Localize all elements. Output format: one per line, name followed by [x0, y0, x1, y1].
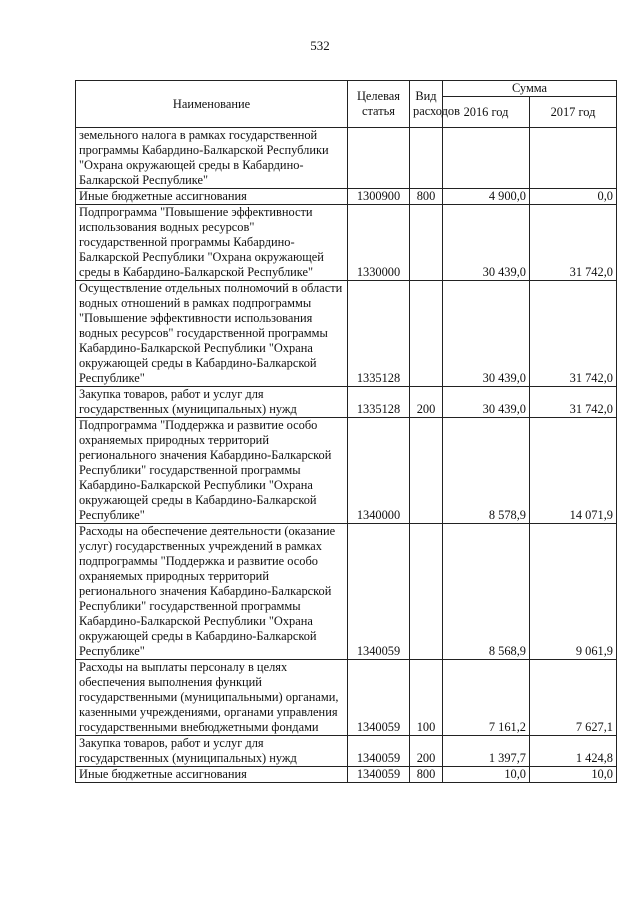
header-name: Наименование	[76, 81, 348, 128]
row-kind: 800	[410, 189, 443, 205]
row-sum-2017: 1 424,8	[530, 736, 617, 767]
row-kind	[410, 281, 443, 387]
row-name: Осуществление отдельных полномочий в области водных отношений в рамках подпрограммы "Повышение эффективности использования водных ресурсов" государственной программы Кабардино-Балкарской Республики "Охрана окружающей среды в Кабардино-Балкарской Республике"	[76, 281, 348, 387]
row-sum-2017: 0,0	[530, 189, 617, 205]
row-name: Иные бюджетные ассигнования	[76, 767, 348, 783]
row-sum-2016: 4 900,0	[443, 189, 530, 205]
row-code: 1340059	[348, 736, 410, 767]
row-sum-2017: 14 071,9	[530, 418, 617, 524]
table-row	[76, 736, 617, 767]
row-sum-2017	[530, 128, 617, 189]
row-name: земельного налога в рамках государственной программы Кабардино-Балкарской Республики "Охрана окружающей среды в Кабардино-Балкарской Республике"	[76, 128, 348, 189]
row-name: Подпрограмма "Поддержка и развитие особо охраняемых природных территорий регионального значения Кабардино-Балкарской Республики" государственной программы Кабардино-Балкарской Республики "Охрана окружающей среды в Кабардино-Балкарской Республике"	[76, 418, 348, 524]
row-kind: 800	[410, 767, 443, 783]
budget-table	[75, 80, 617, 783]
row-kind: 200	[410, 736, 443, 767]
row-sum-2016: 1 397,7	[443, 736, 530, 767]
header-expense-type: Вид расходов	[410, 81, 443, 128]
row-sum-2016: 7 161,2	[443, 660, 530, 736]
row-sum-2016: 8 568,9	[443, 524, 530, 660]
table-row	[76, 524, 617, 660]
row-code: 1300900	[348, 189, 410, 205]
header-sum: Сумма	[443, 81, 617, 97]
row-name: Расходы на выплаты персоналу в целях обеспечения выполнения функций государственными (муниципальными) органами, казенными учреждениями, органами управления государственными внебюджетными фондами	[76, 660, 348, 736]
header-year-2016: 2016 год	[443, 97, 530, 128]
row-sum-2017: 31 742,0	[530, 205, 617, 281]
row-sum-2016: 10,0	[443, 767, 530, 783]
row-kind	[410, 205, 443, 281]
table-header	[76, 81, 617, 128]
row-code: 1335128	[348, 281, 410, 387]
page-number: 532	[310, 38, 330, 53]
row-sum-2016: 8 578,9	[443, 418, 530, 524]
table-row	[76, 205, 617, 281]
table-row	[76, 281, 617, 387]
row-sum-2017: 10,0	[530, 767, 617, 783]
table-row	[76, 418, 617, 524]
row-code	[348, 128, 410, 189]
row-code: 1340059	[348, 524, 410, 660]
row-code: 1340059	[348, 767, 410, 783]
table-row	[76, 387, 617, 418]
row-name: Расходы на обеспечение деятельности (оказание услуг) государственных учреждений в рамках подпрограммы "Поддержка и развитие особо охраняемых природных территорий регионального значения Кабардино-Балкарской Республики" государственной программы Кабардино-Балкарской Республики "Охрана окружающей среды в Кабардино-Балкарской Республике"	[76, 524, 348, 660]
row-sum-2016	[443, 128, 530, 189]
table-row	[76, 767, 617, 783]
table-row	[76, 189, 617, 205]
row-sum-2016: 30 439,0	[443, 387, 530, 418]
row-kind: 200	[410, 387, 443, 418]
row-name: Подпрограмма "Повышение эффективности использования водных ресурсов" государственной программы Кабардино-Балкарской Республики "Охрана окружающей среды в Кабардино-Балкарской Республике"	[76, 205, 348, 281]
row-sum-2017: 31 742,0	[530, 281, 617, 387]
row-sum-2017: 31 742,0	[530, 387, 617, 418]
row-name: Закупка товаров, работ и услуг для государственных (муниципальных) нужд	[76, 736, 348, 767]
row-name: Закупка товаров, работ и услуг для государственных (муниципальных) нужд	[76, 387, 348, 418]
row-kind	[410, 418, 443, 524]
row-name: Иные бюджетные ассигнования	[76, 189, 348, 205]
row-kind: 100	[410, 660, 443, 736]
row-sum-2016: 30 439,0	[443, 281, 530, 387]
row-sum-2016: 30 439,0	[443, 205, 530, 281]
row-sum-2017: 7 627,1	[530, 660, 617, 736]
row-code: 1340059	[348, 660, 410, 736]
row-kind	[410, 524, 443, 660]
header-year-2017: 2017 год	[530, 97, 617, 128]
table-row	[76, 128, 617, 189]
row-code: 1340000	[348, 418, 410, 524]
header-target-article: Целевая статья	[348, 81, 410, 128]
row-kind	[410, 128, 443, 189]
table-row	[76, 660, 617, 736]
row-code: 1330000	[348, 205, 410, 281]
row-sum-2017: 9 061,9	[530, 524, 617, 660]
row-code: 1335128	[348, 387, 410, 418]
